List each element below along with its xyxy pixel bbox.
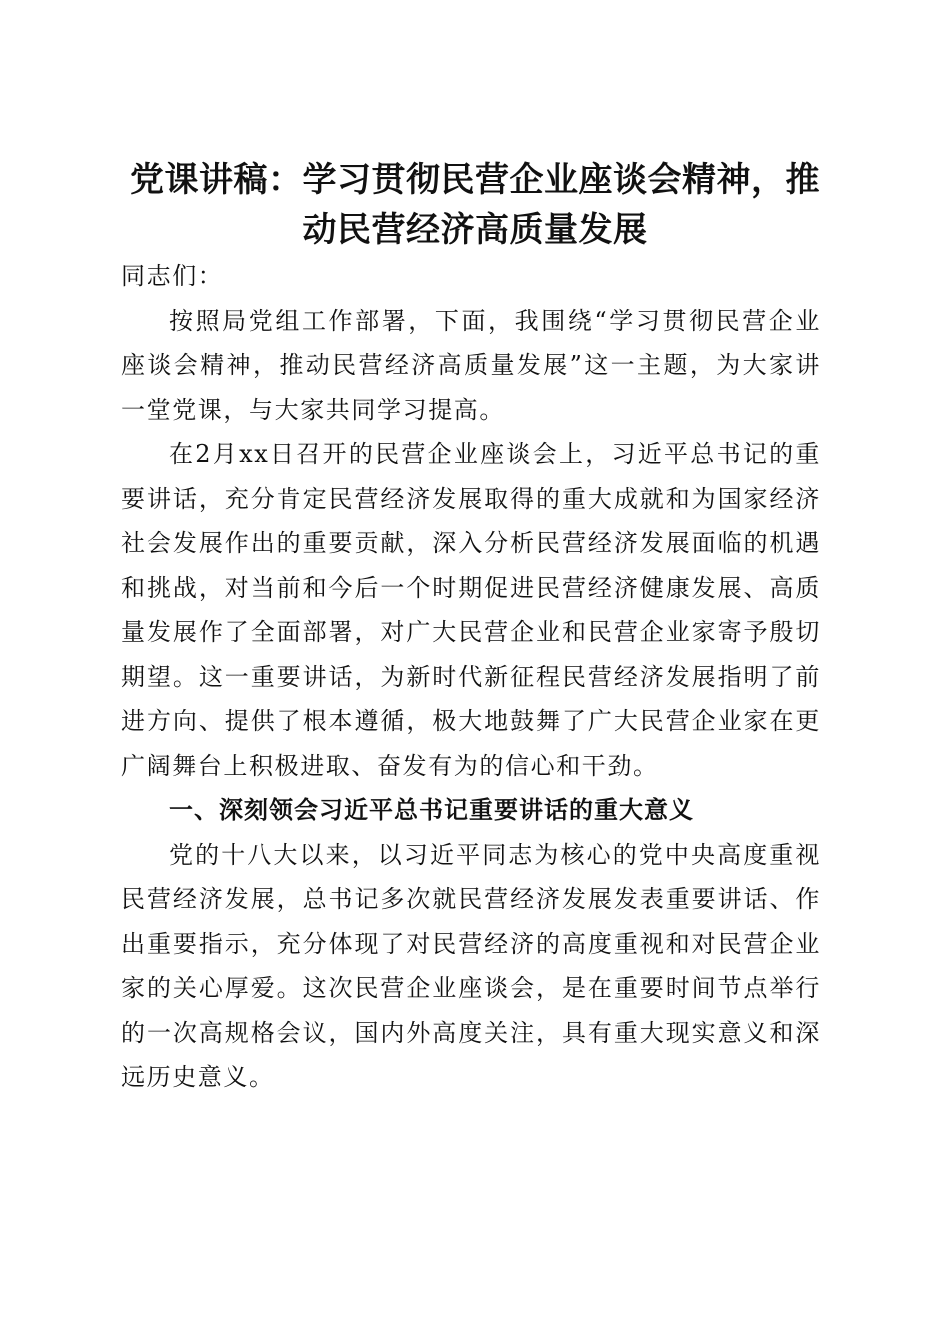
title-line-2: 动民营经济高质量发展 <box>302 209 648 250</box>
paragraph-intro: 按照局党组工作部署，下面，我围绕“学习贯彻民营企业座谈会精神，推动民营经济高质量发展”这一主题，为大家讲一堂党课，与大家共同学习提高。 <box>121 306 821 424</box>
salutation: 同志们： <box>121 262 224 290</box>
title-line-1: 党课讲稿：学习贯彻民营企业座谈会精神，推 <box>130 159 820 200</box>
document-body <box>121 254 821 1100</box>
paragraph-section-1: 党的十八大以来，以习近平同志为核心的党中央高度重视民营经济发展，总书记多次就民营经济发展发表重要讲话、作出重要指示，充分体现了对民营经济的高度重视和对民营企业家的关心厚爱。这次民营企业座谈会，是在重要时间节点举行的一次高规格会议，国内外高度关注，具有重大现实意义和深远历史意义。 <box>121 840 821 1091</box>
section-heading-1: 一、深刻领会习近平总书记重要讲话的重大意义 <box>169 796 694 824</box>
paragraph-background: 在2月xx日召开的民营企业座谈会上，习近平总书记的重要讲话，充分肯定民营经济发展取得的重大成就和为国家经济社会发展作出的重要贡献，深入分析民营经济发展面临的机遇和挑战，对当前和今后一个时期促进民营经济健康发展、高质量发展作了全面部署，对广大民营企业和民营企业家寄予殷切期望。这一重要讲话，为新时代新征程民营经济发展指明了前进方向、提供了根本遵循，极大地鼓舞了广大民营企业家在更广阔舞台上积极进取、奋发有为的信心和干劲。 <box>121 440 821 780</box>
document-title <box>110 155 840 255</box>
